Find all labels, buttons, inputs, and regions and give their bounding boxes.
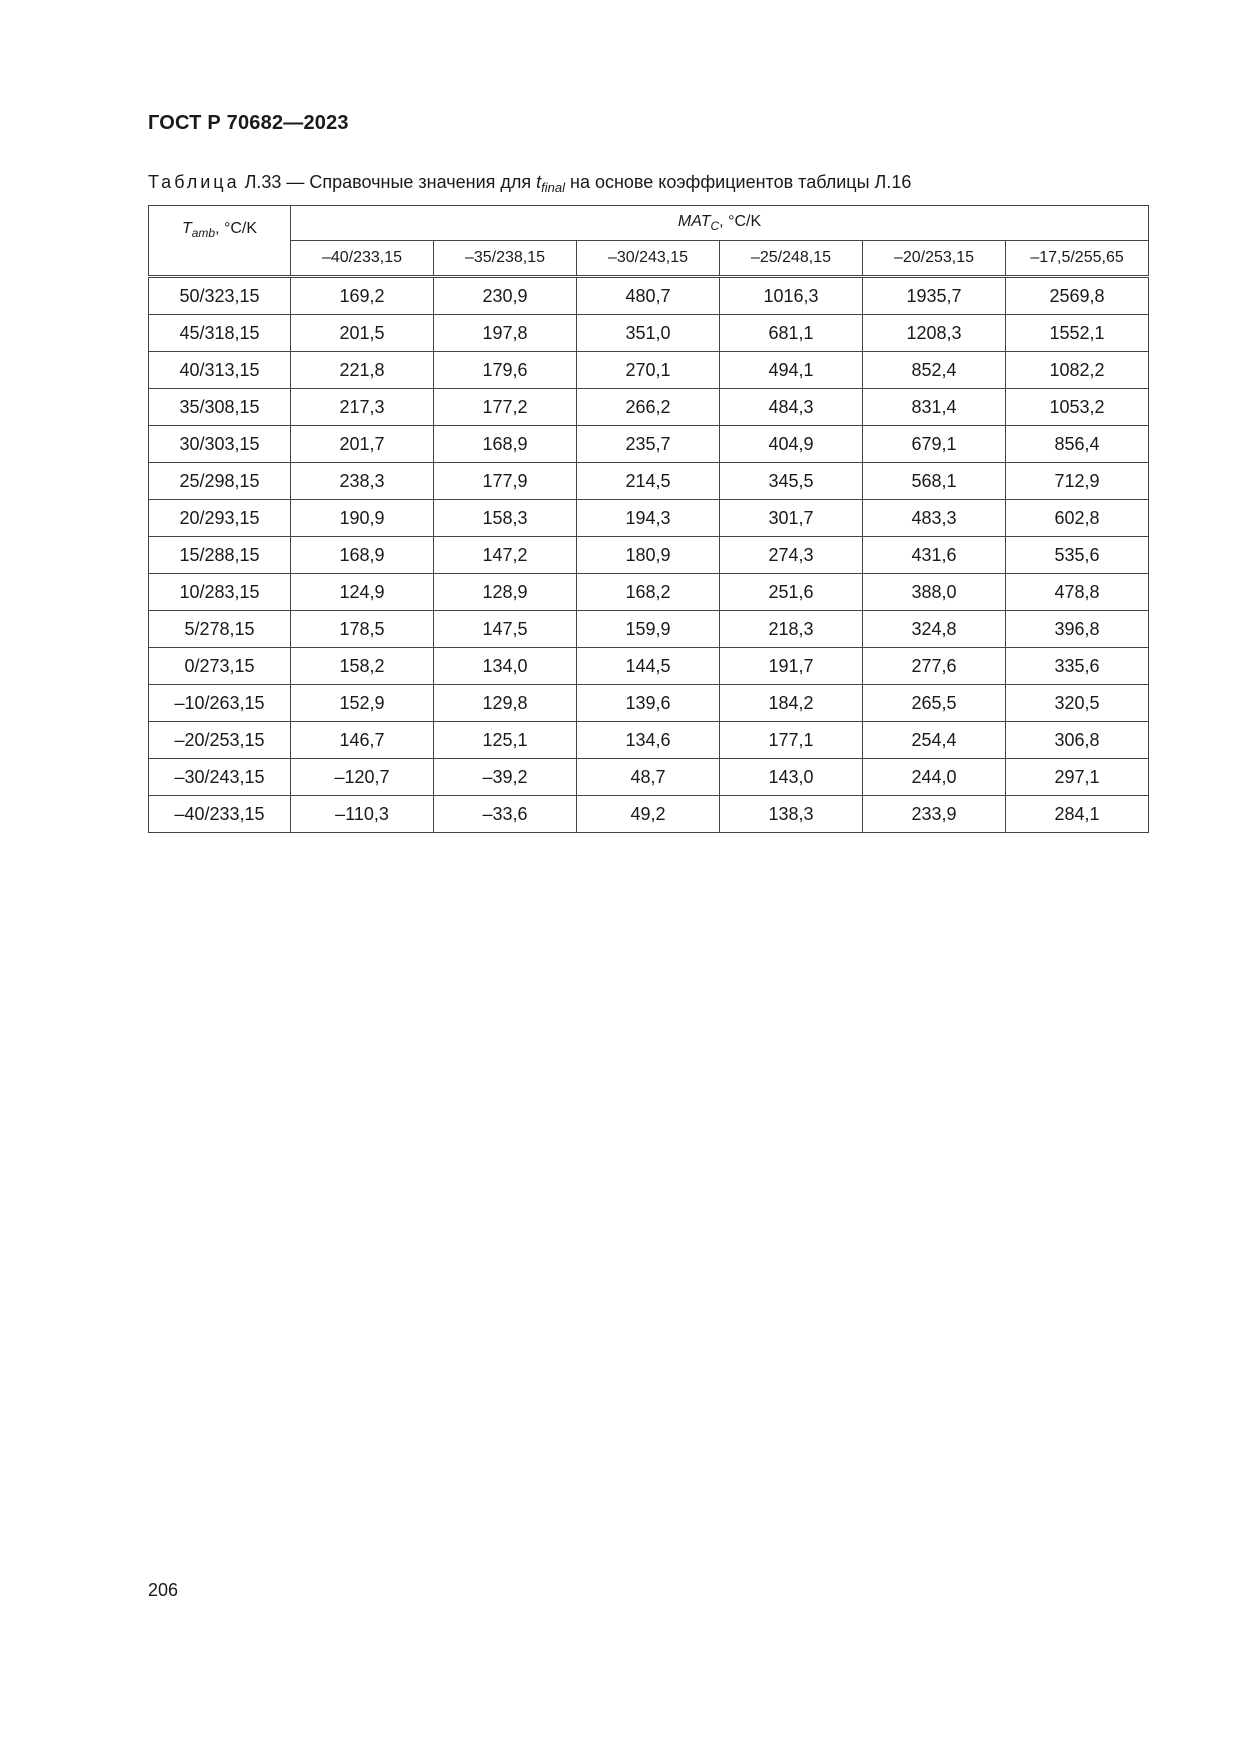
value-cell: 535,6 — [1006, 537, 1149, 574]
value-cell: 494,1 — [720, 352, 863, 389]
value-cell: 134,6 — [577, 722, 720, 759]
value-cell: 856,4 — [1006, 426, 1149, 463]
table-row — [149, 277, 1149, 315]
value-cell: 129,8 — [434, 685, 577, 722]
table-row — [149, 611, 1149, 648]
page-number: 206 — [148, 1580, 179, 1600]
row-label-cell: 0/273,15 — [149, 648, 291, 685]
data-table — [148, 205, 1149, 833]
table-row — [149, 648, 1149, 685]
column-header: –25/248,15 — [720, 241, 863, 277]
value-cell: 214,5 — [577, 463, 720, 500]
value-cell: 266,2 — [577, 389, 720, 426]
column-header: –17,5/255,65 — [1006, 241, 1149, 277]
document-header: ГОСТ Р 70682—2023 — [148, 112, 349, 134]
value-cell: 158,2 — [291, 648, 434, 685]
row-label-cell: 10/283,15 — [149, 574, 291, 611]
row-label-cell: –40/233,15 — [149, 796, 291, 833]
value-cell: 324,8 — [863, 611, 1006, 648]
value-cell: 158,3 — [434, 500, 577, 537]
value-cell: 168,9 — [291, 537, 434, 574]
value-cell: 1552,1 — [1006, 315, 1149, 352]
row-header-unit: , °C/K — [215, 219, 258, 237]
table-caption — [148, 172, 911, 195]
value-cell: 147,5 — [434, 611, 577, 648]
value-cell: 169,2 — [291, 277, 434, 315]
value-cell: 201,5 — [291, 315, 434, 352]
value-cell: 168,2 — [577, 574, 720, 611]
value-cell: 124,9 — [291, 574, 434, 611]
group-header-subscript: C — [710, 219, 720, 233]
row-label-cell: –10/263,15 — [149, 685, 291, 722]
value-cell: 152,9 — [291, 685, 434, 722]
value-cell: 201,7 — [291, 426, 434, 463]
value-cell: 177,1 — [720, 722, 863, 759]
table-row — [149, 352, 1149, 389]
column-header: –30/243,15 — [577, 241, 720, 277]
caption-number: Л.33 — Справочные значения для — [239, 172, 537, 192]
column-header: –20/253,15 — [863, 241, 1006, 277]
value-cell: 159,9 — [577, 611, 720, 648]
table-row — [149, 463, 1149, 500]
table-row — [149, 426, 1149, 463]
value-cell: –33,6 — [434, 796, 577, 833]
value-cell: 190,9 — [291, 500, 434, 537]
value-cell: –110,3 — [291, 796, 434, 833]
value-cell: 147,2 — [434, 537, 577, 574]
table-row — [149, 685, 1149, 722]
row-header-cell — [149, 206, 291, 277]
value-cell: 297,1 — [1006, 759, 1149, 796]
value-cell: 146,7 — [291, 722, 434, 759]
value-cell: 568,1 — [863, 463, 1006, 500]
value-cell: 180,9 — [577, 537, 720, 574]
value-cell: 178,5 — [291, 611, 434, 648]
value-cell: 139,6 — [577, 685, 720, 722]
value-cell: 128,9 — [434, 574, 577, 611]
value-cell: 265,5 — [863, 685, 1006, 722]
value-cell: 274,3 — [720, 537, 863, 574]
value-cell: 388,0 — [863, 574, 1006, 611]
value-cell: 177,9 — [434, 463, 577, 500]
value-cell: 1016,3 — [720, 277, 863, 315]
value-cell: 320,5 — [1006, 685, 1149, 722]
value-cell: 254,4 — [863, 722, 1006, 759]
value-cell: 2569,8 — [1006, 277, 1149, 315]
value-cell: 335,6 — [1006, 648, 1149, 685]
value-cell: 138,3 — [720, 796, 863, 833]
caption-variable-subscript: final — [541, 180, 565, 195]
table-body — [149, 277, 1149, 833]
value-cell: 49,2 — [577, 796, 720, 833]
value-cell: 1935,7 — [863, 277, 1006, 315]
value-cell: 177,2 — [434, 389, 577, 426]
value-cell: 230,9 — [434, 277, 577, 315]
table-row — [149, 574, 1149, 611]
value-cell: 351,0 — [577, 315, 720, 352]
value-cell: 483,3 — [863, 500, 1006, 537]
value-cell: 852,4 — [863, 352, 1006, 389]
table-row — [149, 759, 1149, 796]
value-cell: 179,6 — [434, 352, 577, 389]
table-row — [149, 500, 1149, 537]
value-cell: 125,1 — [434, 722, 577, 759]
caption-prefix: Таблица — [148, 172, 240, 192]
value-cell: 191,7 — [720, 648, 863, 685]
value-cell: 1053,2 — [1006, 389, 1149, 426]
value-cell: 1208,3 — [863, 315, 1006, 352]
table-row — [149, 315, 1149, 352]
value-cell: 712,9 — [1006, 463, 1149, 500]
value-cell: 221,8 — [291, 352, 434, 389]
row-label-cell: 40/313,15 — [149, 352, 291, 389]
value-cell: 831,4 — [863, 389, 1006, 426]
value-cell: 251,6 — [720, 574, 863, 611]
value-cell: 301,7 — [720, 500, 863, 537]
row-label-cell: 15/288,15 — [149, 537, 291, 574]
value-cell: 270,1 — [577, 352, 720, 389]
value-cell: 396,8 — [1006, 611, 1149, 648]
table-row — [149, 537, 1149, 574]
value-cell: 144,5 — [577, 648, 720, 685]
column-header: –35/238,15 — [434, 241, 577, 277]
group-header-variable: MAT — [677, 213, 711, 230]
value-cell: 238,3 — [291, 463, 434, 500]
value-cell: 284,1 — [1006, 796, 1149, 833]
value-cell: 345,5 — [720, 463, 863, 500]
row-header-variable: T — [181, 219, 192, 237]
table-row — [149, 389, 1149, 426]
value-cell: 143,0 — [720, 759, 863, 796]
value-cell: 197,8 — [434, 315, 577, 352]
caption-variable: t — [536, 172, 542, 192]
table-row — [149, 796, 1149, 833]
value-cell: 478,8 — [1006, 574, 1149, 611]
value-cell: 306,8 — [1006, 722, 1149, 759]
value-cell: 480,7 — [577, 277, 720, 315]
value-cell: 218,3 — [720, 611, 863, 648]
value-cell: 431,6 — [863, 537, 1006, 574]
value-cell: 1082,2 — [1006, 352, 1149, 389]
value-cell: 217,3 — [291, 389, 434, 426]
value-cell: 679,1 — [863, 426, 1006, 463]
caption-suffix: на основе коэффициентов таблицы Л.16 — [565, 172, 912, 192]
row-label-cell: –30/243,15 — [149, 759, 291, 796]
value-cell: 233,9 — [863, 796, 1006, 833]
row-header-subscript: amb — [191, 225, 216, 240]
row-label-cell: 50/323,15 — [149, 277, 291, 315]
table-row — [149, 722, 1149, 759]
value-cell: –39,2 — [434, 759, 577, 796]
value-cell: –120,7 — [291, 759, 434, 796]
row-label-cell: 5/278,15 — [149, 611, 291, 648]
group-header-unit: , °C/K — [719, 213, 762, 230]
value-cell: 168,9 — [434, 426, 577, 463]
row-label-cell: 30/303,15 — [149, 426, 291, 463]
value-cell: 681,1 — [720, 315, 863, 352]
value-cell: 404,9 — [720, 426, 863, 463]
row-label-cell: 25/298,15 — [149, 463, 291, 500]
value-cell: 194,3 — [577, 500, 720, 537]
row-label-cell: 45/318,15 — [149, 315, 291, 352]
value-cell: 134,0 — [434, 648, 577, 685]
row-label-cell: 35/308,15 — [149, 389, 291, 426]
row-label-cell: 20/293,15 — [149, 500, 291, 537]
value-cell: 235,7 — [577, 426, 720, 463]
value-cell: 602,8 — [1006, 500, 1149, 537]
value-cell: 184,2 — [720, 685, 863, 722]
value-cell: 48,7 — [577, 759, 720, 796]
row-label-cell: –20/253,15 — [149, 722, 291, 759]
value-cell: 484,3 — [720, 389, 863, 426]
value-cell: 277,6 — [863, 648, 1006, 685]
column-group-header — [291, 206, 1149, 241]
value-cell: 244,0 — [863, 759, 1006, 796]
column-header: –40/233,15 — [291, 241, 434, 277]
